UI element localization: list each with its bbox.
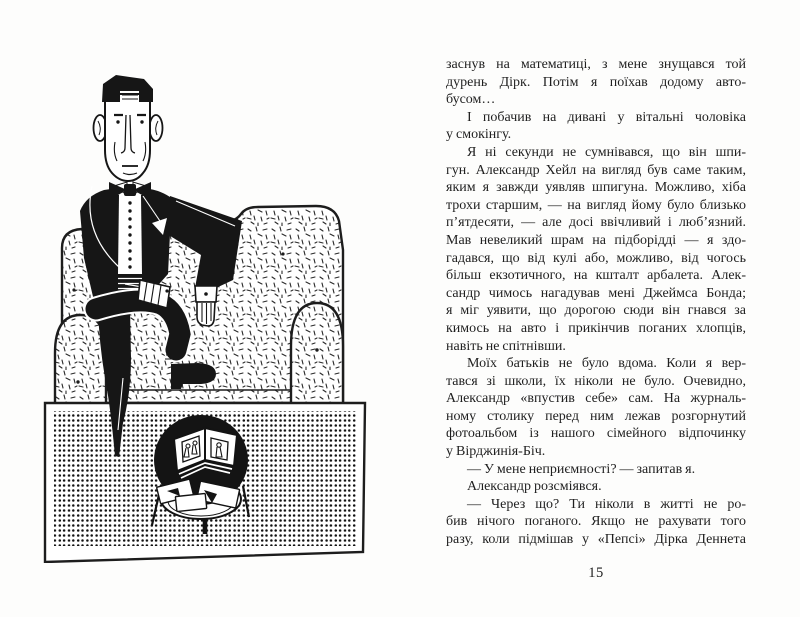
shirt-buttons [128,201,131,268]
sofa-right-arm [291,303,343,408]
text-line: ному столику перед ним лежав розгорнутий [446,408,746,424]
text-line: більш екзотичного, на кшталт арбалета. Алек- [446,268,746,284]
text-line: — У мене неприємності? — запитав я. [467,461,696,477]
text-line: заснув на математиці, з мене знущався той [446,57,746,72]
text-line: разу, коли підмішав у «Пепсі» Дірка Деннета [446,532,746,548]
text-line: дурень Дірк. Потім я поїхав додому авто- [446,74,746,90]
text-line: Александр «впустив себе» сам. На журналь- [446,391,746,407]
text-line: гун. Александр Хейл на вигляд був саме таким, [446,162,746,178]
text-line: тався зі школи, їх ніколи не було. Очевидно, [446,373,746,389]
text-line: у смокінгу. [446,127,512,143]
text-line: навіть не спітнівши. [446,338,566,354]
page-text-column [446,56,746,549]
text-line: гадався, що від кулі або, можливо, від чогось [446,250,746,266]
text-line: я міг уявити, що дорогою сюди він гнався за [446,303,746,319]
text-line: Александр розсміявся. [467,479,602,495]
sofa-left-arm [55,315,106,408]
text-line: кимось на авто і прикінчив поганих хлопців, [446,320,746,336]
text-line: бив нічого поганого. Якщо не рахувати того [446,514,746,530]
text-line: яким я завжди уявляв шпигуна. Можливо, хіба [446,180,746,196]
page-number: 15 [588,565,604,581]
text-line: Моїх батьків не було вдома. Коли я вер- [467,356,746,372]
text-line: бусом… [446,92,496,108]
text-line: п’ятдесяти, — але досі ввічливий і люб’язний. [446,215,746,231]
text-line: у Вірджинія-Біч. [446,444,546,460]
text-line: сандр чимось нагадував мені Джеймса Бонда; [446,285,746,301]
text-line: — Через що? Ти ніколи в житті не ро- [467,496,746,512]
illustration-svg [30,58,375,563]
text-line: фотоальбом із нашого сімейного відпочинку [446,426,746,442]
text-line: Я ні секунди не сумнівався, що він шпи- [467,144,746,160]
text-line: Мав невеликий шрам на підборідді — я здо- [446,232,746,248]
illustration-man-in-tuxedo-on-armchair [30,58,375,563]
man-face [105,94,150,181]
text-line: І побачив на дивані у вітальні чоловіка [467,109,746,125]
text-line: трохи старшим, — на вигляд йому було близько [446,197,746,213]
